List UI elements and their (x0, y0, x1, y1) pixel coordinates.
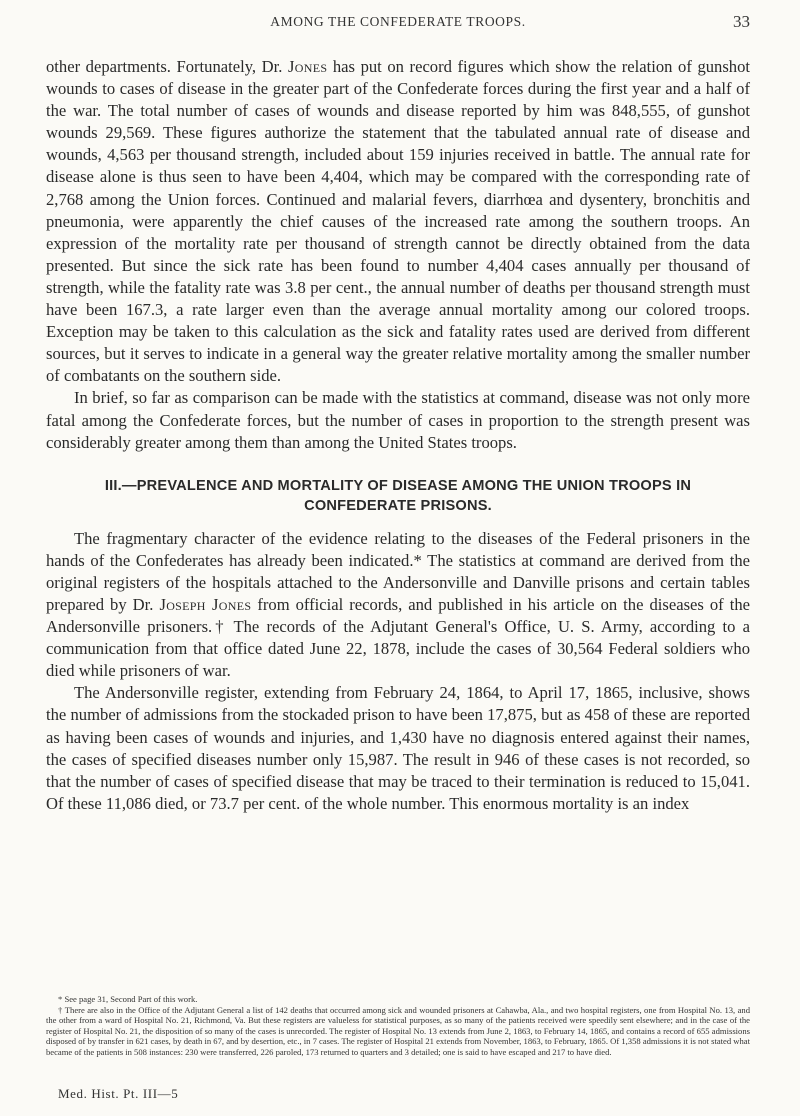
body-text (46, 56, 750, 815)
page-number: 33 (733, 12, 750, 31)
footnotes (46, 994, 750, 1058)
footnote-1: * See page 31, Second Part of this work. (58, 994, 198, 1004)
signature-mark: Med. Hist. Pt. III—5 (58, 1086, 179, 1101)
author-name: Joseph Jones (159, 594, 252, 614)
running-title: AMONG THE CONFEDERATE TROOPS. (270, 14, 526, 29)
paragraph-1: other departments. Fortunately, Dr. Jones has put on record figures which show the relation of gunshot wounds to cases of disease in the greater part of the Confederate forces during the first year and a half of the war. The total number of cases of wounds and disease reported by him was 848,555, of gunshot wounds 29,569. These figures authorize the statement that the tabulated annual rate of disease and wounds, 4,563 per thousand strength, included about 159 injuries received in battle. The annual rate for disease alone is thus seen to have been 4,404, which may be compared with the corresponding rate of 2,768 among the Union forces. Continued and malarial fevers, diarrhœa and dysentery, bronchitis and pneumonia, were apparently the chief causes of the increased rate among the southern troops. An expression of the mortality rate per thousand of strength cannot be directly obtained from the data presented. But since the sick rate has been found to number 4,404 cases annually per thousand of strength, while the fatality rate was 3.8 per cent., the annual number of deaths per thousand strength must have been 167.3, a rate larger even than the average annual mortality among our colored troops. Exception may be taken to this calculation as the sick and fatality rates used are derived from different sources, but it serves to indicate in a general way the greater relative mortality among the smaller number of combatants on the southern side. (46, 57, 751, 386)
section-heading: III.—PREVALENCE AND MORTALITY OF DISEASE AMONG THE UNION TROOPS IN CONFEDERATE PRISONS. (104, 477, 692, 514)
author-name: Jones (288, 57, 328, 76)
running-head (46, 12, 750, 36)
footnote-2: † There are also in the Office of the Adjutant General a list of 142 deaths that occurred among sick and wounded prisoners at Cahawba, Ala., and two hospital registers, one from Hospital No. 13, and the other from a ward of Hospital No. 21, Richmond, Va. But these registers are valueless for statistical purposes, as so many of the patients received were speedily sent elsewhere; and in the case of the register of Hospital No. 21, the disposition of so many of the cases is unrecorded. The register of Hospital No. 13 extends from June 2, 1863, to February 14, 1865, and contains a record of 655 admissions disposed of by transfer in 621 cases, by death in 67, and by desertion, etc., in 7 cases. The register of Hospital 21 extends from November, 1863, to February, 1865. Of 1,358 admissions it is not stated what became of the patients in 508 instances: 230 were transferred, 226 paroled, 173 returned to quarters and 3 detailed; one is said to have escaped and 217 to have died. (46, 1004, 750, 1057)
paragraph-4: The Andersonville register, extending from February 24, 1864, to April 17, 1865, inclusive, shows the number of admissions from the stockaded prison to have been 17,875, but as 458 of these are reported as having been cases of wounds and injuries, and 1,430 have no diagnosis entered against their names, the cases of specified diseases number only 15,987. The result in 946 of these cases is not recorded, so that the number of cases of specified disease that may be traced to their termination is reduced to 15,041. Of these 11,086 died, or 73.7 per cent. of the whole number. This enormous mortality is an index (46, 683, 750, 813)
paragraph-3: The fragmentary character of the evidence relating to the diseases of the Federal prisoners in the hands of the Confederates has already been indicated.* The statistics at command are derived from the original registers of the hospitals attached to the Andersonville and Danville prisons and certain tables prepared by Dr. Joseph Jones from official records, and published in his article on the diseases of the Andersonville prisoners.† The records of the Adjutant General's Office, U. S. Army, according to a communication from that office dated June 22, 1878, include the cases of 30,564 Federal soldiers who died while prisoners of war. (46, 528, 750, 681)
paragraph-2: In brief, so far as comparison can be made with the statistics at command, disease was not only more fatal among the Confederate forces, but the number of cases in proportion to the strength present was considerably greater among them than among the United States troops. (46, 388, 750, 452)
